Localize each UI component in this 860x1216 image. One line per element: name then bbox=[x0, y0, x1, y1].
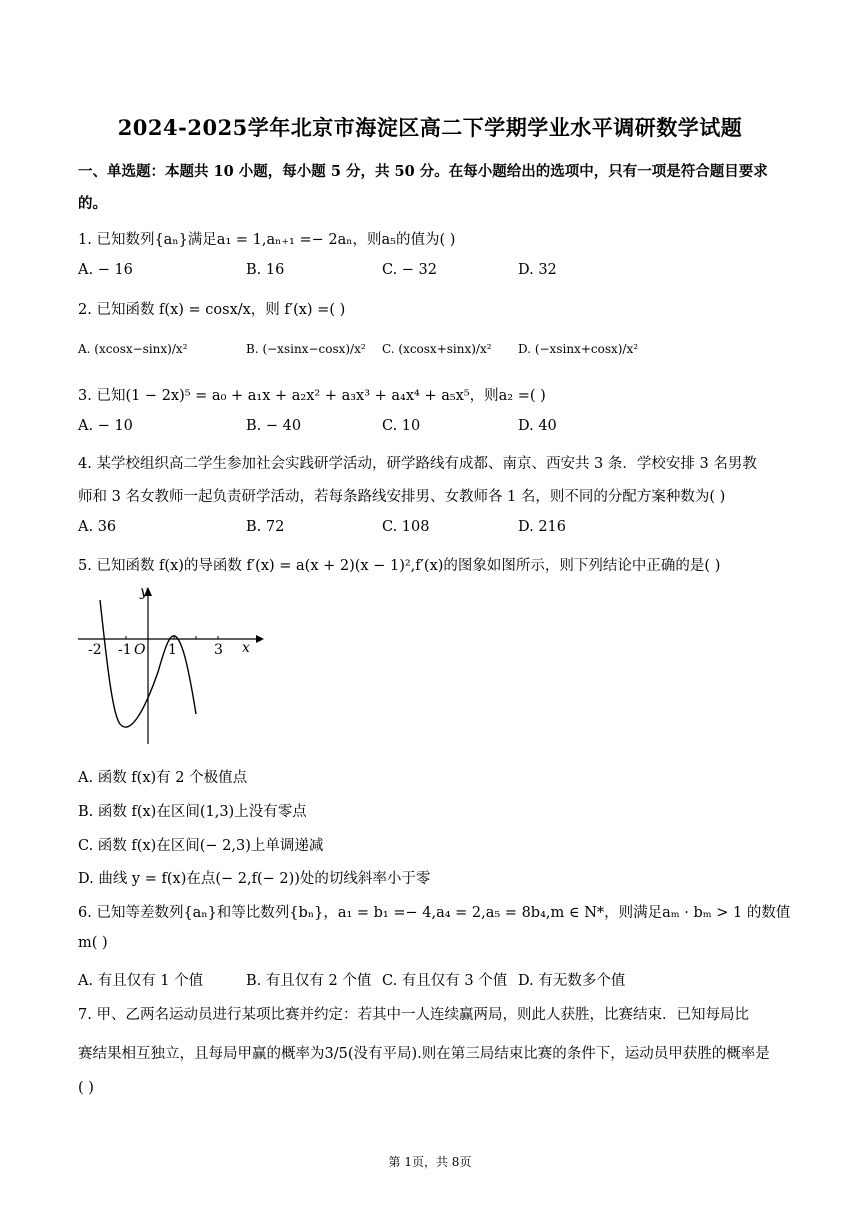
q1-option-a: A. − 16 bbox=[78, 262, 133, 278]
x-label: x bbox=[242, 640, 250, 656]
tick-label-1: 1 bbox=[168, 642, 177, 658]
question-6-stem-cont: m( ) bbox=[78, 935, 108, 951]
tick-label-3: 3 bbox=[214, 642, 223, 658]
q2-option-a: A. (xcosx−sinx)/x² bbox=[78, 342, 188, 356]
question-7-stem-cont: 赛结果相互独立，且每局甲赢的概率为3/5(没有平局).则在第三局结束比赛的条件下，运动员甲获胜的概率是 bbox=[78, 1046, 770, 1062]
q3-option-a: A. − 10 bbox=[78, 418, 133, 434]
x-axis-arrow bbox=[256, 635, 264, 643]
page-title: 2024-2025学年北京市海淀区高二下学期学业水平调研数学试题 bbox=[117, 115, 743, 140]
q3-option-d: D. 40 bbox=[518, 418, 557, 434]
q4-option-b: B. 72 bbox=[246, 519, 285, 535]
q1-option-c: C. − 32 bbox=[382, 262, 438, 278]
question-7-stem: 7. 甲、乙两名运动员进行某项比赛并约定：若其中一人连续赢两局，则此人获胜，比赛结束．已知每局比 bbox=[78, 1007, 749, 1023]
question-7-stem-end: ( ) bbox=[78, 1080, 94, 1096]
q4-option-c: C. 108 bbox=[382, 519, 430, 535]
section-heading: 一、单选题：本题共 10 小题，每小题 5 分，共 50 分。在每小题给出的选项中，只有一项是符合题目要求 bbox=[78, 163, 768, 180]
q5-option-b: B. 函数 f(x)在区间(1,3)上没有零点 bbox=[78, 804, 307, 820]
q6-option-d: D. 有无数多个值 bbox=[518, 973, 626, 989]
q3-option-c: C. 10 bbox=[382, 418, 421, 434]
q4-option-d: D. 216 bbox=[518, 519, 567, 535]
q6-option-a: A. 有且仅有 1 个值 bbox=[78, 973, 204, 989]
tick-label-neg2: -2 bbox=[88, 642, 102, 658]
q4-option-a: A. 36 bbox=[78, 519, 117, 535]
question-1-stem: 1. 已知数列{aₙ}满足a₁ = 1,aₙ₊₁ =− 2aₙ，则a₅的值为( ) bbox=[78, 232, 456, 248]
derivative-graph bbox=[78, 584, 268, 754]
question-2-stem: 2. 已知函数 f(x) = cosx/x，则 f′(x) =( ) bbox=[78, 302, 346, 318]
q1-option-b: B. 16 bbox=[246, 262, 285, 278]
q6-option-b: B. 有且仅有 2 个值 bbox=[246, 973, 372, 989]
q6-option-c: C. 有且仅有 3 个值 bbox=[382, 973, 508, 989]
origin-label: O bbox=[134, 642, 146, 658]
question-4-stem-cont: 师和 3 名女教师一起负责研学活动，若每条路线安排男、女教师各 1 名，则不同的分配方案种数为( ) bbox=[78, 489, 726, 505]
section-heading-cont: 的。 bbox=[78, 195, 107, 212]
y-label: y bbox=[140, 584, 148, 600]
page-footer: 第 1页，共 8页 bbox=[388, 1155, 472, 1169]
tick-label-neg1: -1 bbox=[118, 642, 132, 658]
q3-option-b: B. − 40 bbox=[246, 418, 302, 434]
question-6-stem: 6. 已知等差数列{aₙ}和等比数列{bₙ}，a₁ = b₁ =− 4,a₄ = 2,a₅ = 8b₄,m ∈ N*，则满足aₘ · bₘ > 1 的数值 bbox=[78, 905, 791, 921]
q2-option-c: C. (xcosx+sinx)/x² bbox=[382, 342, 492, 356]
q2-option-b: B. (−xsinx−cosx)/x² bbox=[246, 342, 366, 356]
question-3-stem: 3. 已知(1 − 2x)⁵ = a₀ + a₁x + a₂x² + a₃x³ + a₄x⁴ + a₅x⁵，则a₂ =( ) bbox=[78, 388, 546, 404]
q5-option-a: A. 函数 f(x)有 2 个极值点 bbox=[78, 770, 248, 786]
question-5-stem: 5. 已知函数 f(x)的导函数 f′(x) = a(x + 2)(x − 1)²,f′(x)的图象如图所示，则下列结论中正确的是( ) bbox=[78, 558, 721, 574]
q5-option-c: C. 函数 f(x)在区间(− 2,3)上单调递减 bbox=[78, 838, 324, 854]
q2-option-d: D. (−xsinx+cosx)/x² bbox=[518, 342, 639, 356]
q1-option-d: D. 32 bbox=[518, 262, 557, 278]
q5-option-d: D. 曲线 y = f(x)在点(− 2,f(− 2))处的切线斜率小于零 bbox=[78, 871, 431, 887]
question-4-stem: 4. 某学校组织高二学生参加社会实践研学活动，研学路线有成都、南京、西安共 3 条．学校安排 3 名男教 bbox=[78, 456, 757, 472]
